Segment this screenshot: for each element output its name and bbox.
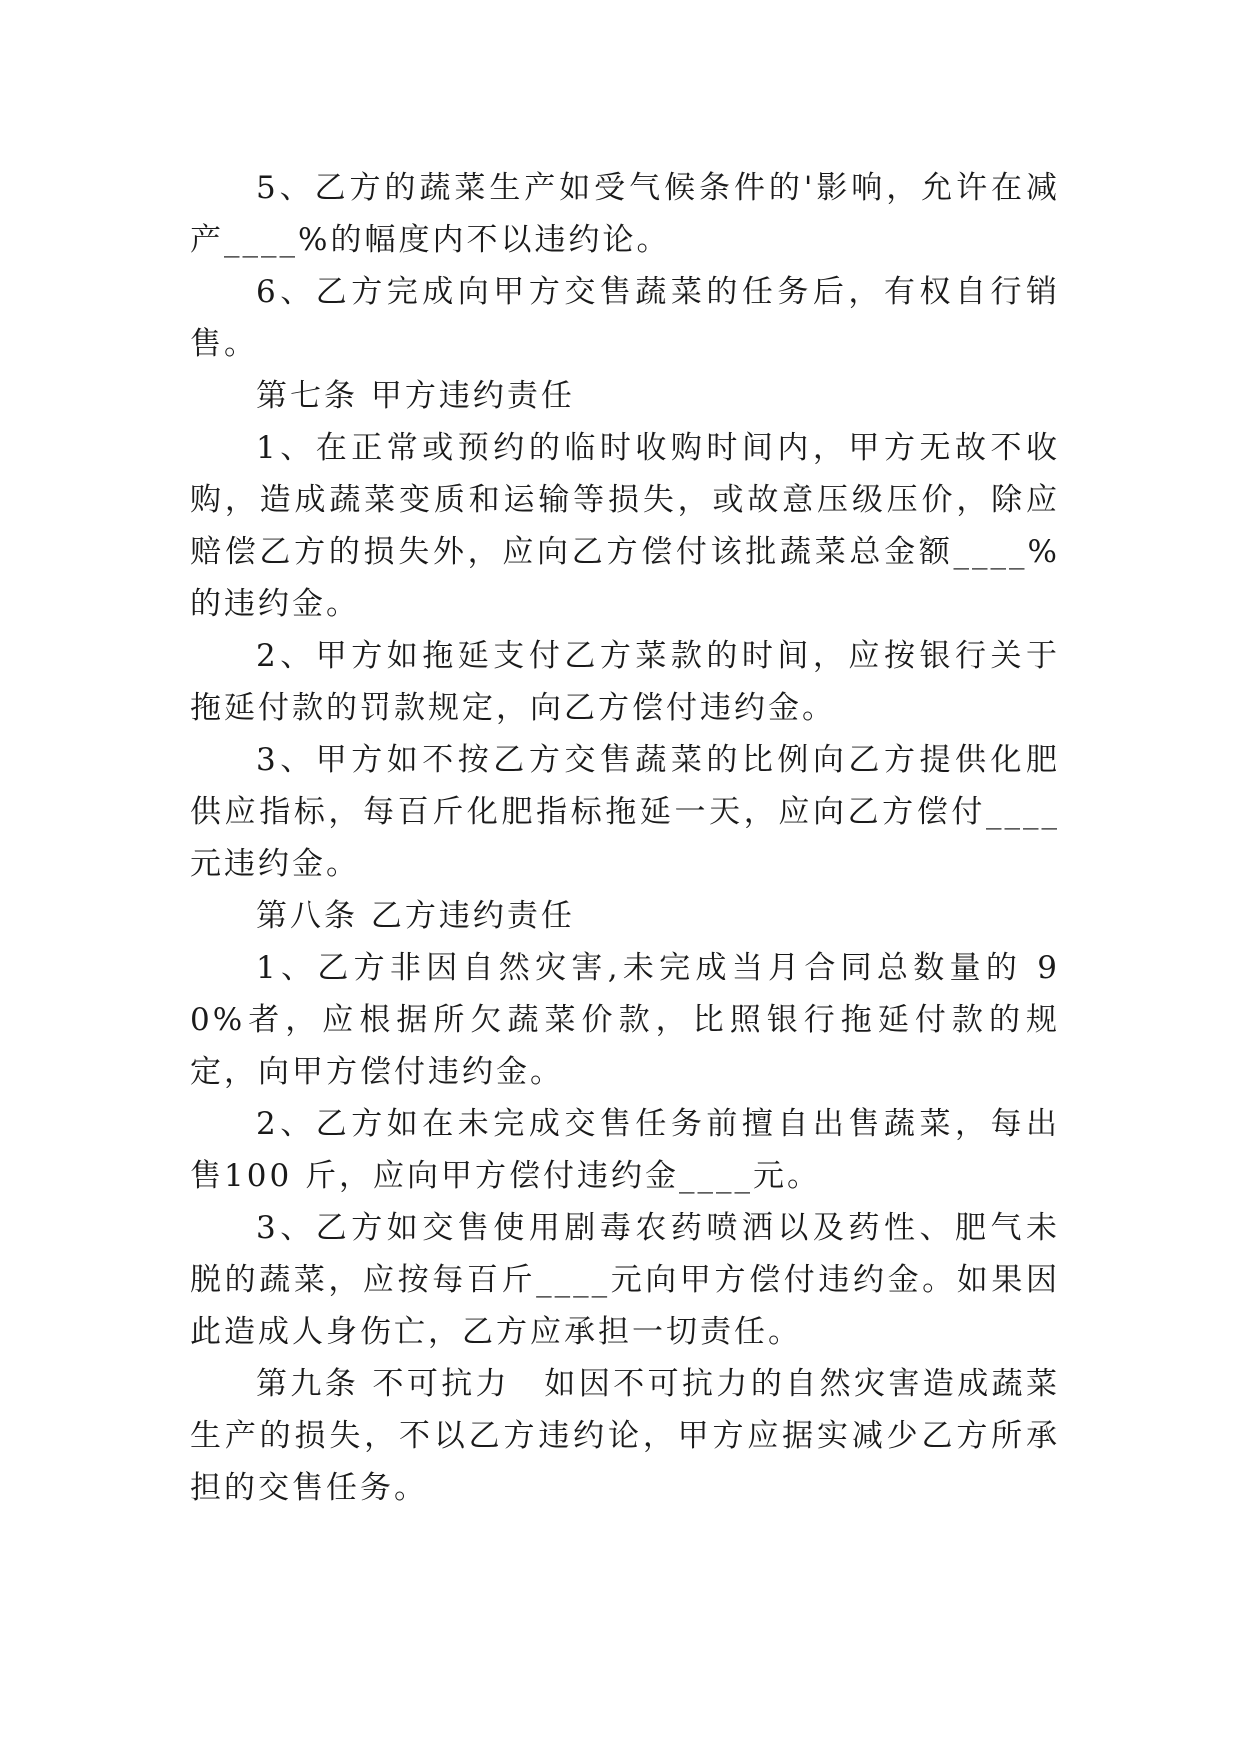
clause-paragraph: 1、在正常或预约的临时收购时间内，甲方无故不收购，造成蔬菜变质和运输等损失，或故意压级压价，除应赔偿乙方的损失外，应向乙方偿付该批蔬菜总金额____%的违约金。	[190, 430, 1060, 622]
clause-paragraph: 6、乙方完成向甲方交售蔬菜的任务后，有权自行销售。	[190, 274, 1060, 362]
clause-paragraph: 1、乙方非因自然灾害,未完成当月合同总数量的 90%者，应根据所欠蔬菜价款，比照银行拖延付款的规定，向甲方偿付违约金。	[190, 950, 1060, 1090]
section-paragraph: 第九条 不可抗力 如因不可抗力的自然灾害造成蔬菜生产的损失，不以乙方违约论，甲方应据实减少乙方所承担的交售任务。	[190, 1366, 1060, 1506]
clause-paragraph: 5、乙方的蔬菜生产如受气候条件的'影响，允许在减产____%的幅度内不以违约论。	[190, 170, 1060, 258]
document-body	[190, 162, 1060, 1514]
clause-paragraph: 2、乙方如在未完成交售任务前擅自出售蔬菜，每出售100 斤，应向甲方偿付违约金____元。	[190, 1106, 1060, 1194]
section-heading: 第八条 乙方违约责任	[256, 898, 575, 934]
clause-paragraph: 3、乙方如交售使用剧毒农药喷洒以及药性、肥气未脱的蔬菜，应按每百斤____元向甲方偿付违约金。如果因此造成人身伤亡，乙方应承担一切责任。	[190, 1210, 1060, 1350]
section-heading: 第七条 甲方违约责任	[256, 378, 575, 414]
clause-paragraph: 2、甲方如拖延支付乙方菜款的时间，应按银行关于拖延付款的罚款规定，向乙方偿付违约金。	[190, 638, 1060, 726]
clause-paragraph: 3、甲方如不按乙方交售蔬菜的比例向乙方提供化肥供应指标，每百斤化肥指标拖延一天，应向乙方偿付____元违约金。	[190, 742, 1060, 882]
